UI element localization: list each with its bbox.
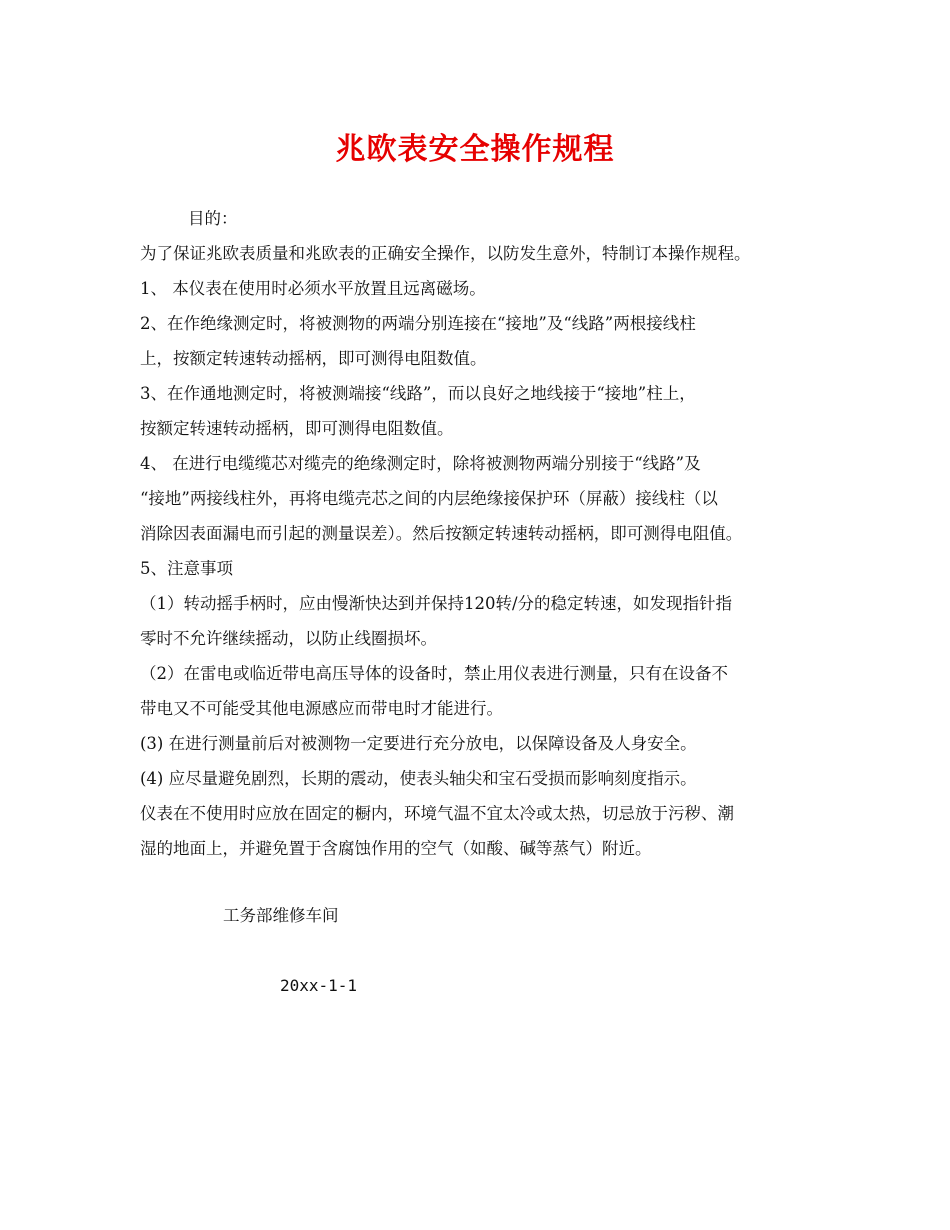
body-line: 2、在作绝缘测定时，将被测物的两端分别连接在“接地”及“线路”两根接线柱 (140, 314, 696, 333)
body-line: 为了保证兆欧表质量和兆欧表的正确安全操作，以防发生意外，特制订本操作规程。 (140, 244, 751, 263)
body-line: 上，按额定转速转动摇柄，即可测得电阻数值。 (140, 349, 487, 368)
body-line: 1、 本仪表在使用时必须水平放置且远离磁场。 (140, 279, 486, 298)
body-line: （2）在雷电或临近带电高压导体的设备时，禁止用仪表进行测量，只有在设备不 (140, 664, 728, 683)
body-line: 仪表在不使用时应放在固定的橱内，环境气温不宜太冷或太热，切忌放于污秽、潮 (140, 804, 734, 823)
body-line: (3) 在进行测量前后对被测物一定要进行充分放电，以保障设备及人身安全。 (140, 734, 697, 753)
document-date: 20xx-1-1 (280, 976, 358, 995)
body-line: “接地”两接线柱外，再将电缆壳芯之间的内层绝缘接保护环（屏蔽）接线柱（以 (140, 489, 718, 508)
body-line: 3、在作通地测定时，将被测端接“线路”，而以良好之地线接于“接地”柱上， (140, 384, 696, 403)
body-line: 零时不允许继续摇动，以防止线圈损坏。 (140, 629, 437, 648)
body-line: （1）转动摇手柄时，应由慢渐快达到并保持120转/分的稳定转速，如发现指针指 (140, 594, 733, 613)
purpose-heading: 目的： (188, 209, 238, 228)
department-signature: 工务部维修车间 (223, 906, 339, 925)
body-line: 消除因表面漏电而引起的测量误差）。然后按额定转速转动摇柄，即可测得电阻值。 (140, 524, 743, 543)
body-line: 按额定转速转动摇柄，即可测得电阻数值。 (140, 419, 454, 438)
body-line: 湿的地面上，并避免置于含腐蚀作用的空气（如酸、碱等蒸气）附近。 (140, 839, 652, 858)
body-line: 带电又不可能受其他电源感应而带电时才能进行。 (140, 699, 503, 718)
document-title: 兆欧表安全操作规程 (335, 132, 615, 167)
body-line: (4) 应尽量避免剧烈，长期的震动，使表头轴尖和宝石受损而影响刻度指示。 (140, 769, 697, 788)
body-line: 4、 在进行电缆缆芯对缆壳的绝缘测定时，除将被测物两端分别接于“线路”及 (140, 454, 701, 473)
notes-heading: 5、注意事项 (140, 559, 233, 578)
